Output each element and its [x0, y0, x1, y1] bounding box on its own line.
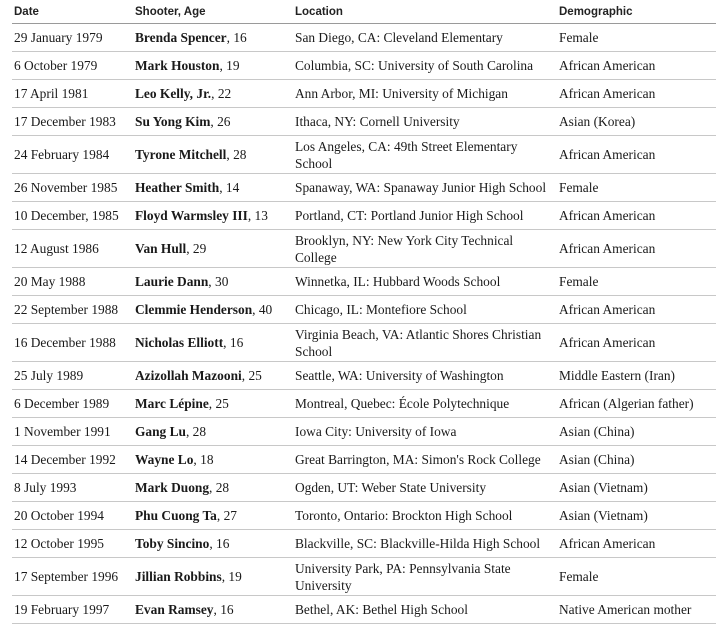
shooter-age: , 14 — [219, 180, 240, 195]
shooter-cell — [133, 268, 293, 296]
location-cell: Brooklyn, NY: New York City Technical College — [293, 230, 557, 268]
location-cell: Portland, CT: Portland Junior High School — [293, 202, 557, 230]
table-row — [12, 52, 716, 80]
shooter-cell — [133, 80, 293, 108]
header-demographic: Demographic — [557, 0, 716, 24]
demographic-cell: Asian (China) — [557, 418, 716, 446]
shooter-name: Tyrone Mitchell — [135, 147, 227, 162]
demographic-cell: African American — [557, 80, 716, 108]
shooter-cell — [133, 230, 293, 268]
shooter-name: Evan Ramsey — [135, 602, 214, 617]
shooter-name: Toby Sincino — [135, 536, 210, 551]
table-row — [12, 446, 716, 474]
shooter-name: Heather Smith — [135, 180, 220, 195]
location-cell: Winnetka, IL: Hubbard Woods School — [293, 268, 557, 296]
date-cell: 24 February 1984 — [12, 136, 133, 174]
shooter-name: Brenda Spencer — [135, 30, 227, 45]
shooter-age: , 28 — [209, 480, 230, 495]
shooter-cell — [133, 530, 293, 558]
demographic-cell: African American — [557, 230, 716, 268]
shooter-age: , 27 — [216, 508, 237, 523]
shooter-cell — [133, 108, 293, 136]
table-row — [12, 80, 716, 108]
location-cell: Montreal, Quebec: École Polytechnique — [293, 390, 557, 418]
location-cell: San Diego, CA: Cleveland Elementary — [293, 24, 557, 52]
shooter-age: , 13 — [247, 208, 268, 223]
date-cell: 6 October 1979 — [12, 52, 133, 80]
date-cell: 6 December 1989 — [12, 390, 133, 418]
location-cell: Iowa City: University of Iowa — [293, 418, 557, 446]
shooter-name: Azizollah Mazooni — [135, 368, 242, 383]
table-row — [12, 174, 716, 202]
table-row — [12, 390, 716, 418]
date-cell: 29 January 1979 — [12, 24, 133, 52]
location-cell: Ithaca, NY: Cornell University — [293, 108, 557, 136]
date-cell: 12 October 1995 — [12, 530, 133, 558]
date-cell: 26 November 1985 — [12, 174, 133, 202]
table-body — [12, 24, 716, 624]
shooter-cell — [133, 324, 293, 362]
table-row — [12, 268, 716, 296]
demographic-cell: African American — [557, 296, 716, 324]
date-cell: 17 April 1981 — [12, 80, 133, 108]
date-cell: 12 August 1986 — [12, 230, 133, 268]
shooter-name: Wayne Lo — [135, 452, 194, 467]
date-cell: 20 May 1988 — [12, 268, 133, 296]
shooter-cell — [133, 202, 293, 230]
shooter-cell — [133, 502, 293, 530]
demographic-cell: Asian (China) — [557, 446, 716, 474]
shooter-age: , 28 — [226, 147, 247, 162]
date-cell: 22 September 1988 — [12, 296, 133, 324]
shooter-name: Phu Cuong Ta — [135, 508, 217, 523]
demographic-cell: Middle Eastern (Iran) — [557, 362, 716, 390]
shooter-name: Laurie Dann — [135, 274, 209, 289]
shooter-name: Su Yong Kim — [135, 114, 211, 129]
table-row — [12, 202, 716, 230]
location-cell: Chicago, IL: Montefiore School — [293, 296, 557, 324]
shooter-age: , 25 — [241, 368, 262, 383]
table-row — [12, 474, 716, 502]
shooter-age: , 16 — [213, 602, 234, 617]
location-cell: Columbia, SC: University of South Carolina — [293, 52, 557, 80]
school-shootings-table — [12, 0, 716, 624]
demographic-cell: Asian (Vietnam) — [557, 502, 716, 530]
location-cell: Ann Arbor, MI: University of Michigan — [293, 80, 557, 108]
location-cell: Great Barrington, MA: Simon's Rock College — [293, 446, 557, 474]
shooter-name: Jillian Robbins — [135, 569, 222, 584]
shooter-cell — [133, 474, 293, 502]
header-shooter-age: Shooter, Age — [133, 0, 293, 24]
demographic-cell: Female — [557, 268, 716, 296]
table-row — [12, 530, 716, 558]
date-cell: 8 July 1993 — [12, 474, 133, 502]
demographic-cell: African American — [557, 52, 716, 80]
demographic-cell: African American — [557, 324, 716, 362]
shooter-cell — [133, 596, 293, 624]
shooter-age: , 29 — [186, 241, 207, 256]
table-row — [12, 596, 716, 624]
shooter-cell — [133, 24, 293, 52]
demographic-cell: Native American mother — [557, 596, 716, 624]
demographic-cell: African American — [557, 530, 716, 558]
location-cell: Virginia Beach, VA: Atlantic Shores Christian School — [293, 324, 557, 362]
shooter-cell — [133, 390, 293, 418]
shooter-age: , 25 — [208, 396, 229, 411]
shooter-cell — [133, 296, 293, 324]
location-cell: Toronto, Ontario: Brockton High School — [293, 502, 557, 530]
table-header-row — [12, 0, 716, 24]
location-cell: Los Angeles, CA: 49th Street Elementary School — [293, 136, 557, 174]
location-cell: Bethel, AK: Bethel High School — [293, 596, 557, 624]
demographic-cell: Asian (Korea) — [557, 108, 716, 136]
table-row — [12, 324, 716, 362]
table-row — [12, 362, 716, 390]
shooter-age: , 19 — [219, 58, 240, 73]
shooter-name: Gang Lu — [135, 424, 186, 439]
date-cell: 1 November 1991 — [12, 418, 133, 446]
date-cell: 10 December, 1985 — [12, 202, 133, 230]
header-date: Date — [12, 0, 133, 24]
demographic-cell: African (Algerian father) — [557, 390, 716, 418]
shooter-cell — [133, 174, 293, 202]
date-cell: 17 December 1983 — [12, 108, 133, 136]
shooter-cell — [133, 418, 293, 446]
shooter-age: , 26 — [210, 114, 231, 129]
shooter-cell — [133, 446, 293, 474]
shooter-name: Van Hull — [135, 241, 187, 256]
demographic-cell: Female — [557, 558, 716, 596]
table-row — [12, 24, 716, 52]
shooter-age: , 28 — [185, 424, 207, 439]
shooter-age: , 30 — [208, 274, 229, 289]
date-cell: 19 February 1997 — [12, 596, 133, 624]
location-cell: Seattle, WA: University of Washington — [293, 362, 557, 390]
table-row — [12, 418, 716, 446]
table-row — [12, 296, 716, 324]
location-cell: Blackville, SC: Blackville-Hilda High School — [293, 530, 557, 558]
shooter-age: , 22 — [211, 86, 232, 101]
shooter-name: Leo Kelly, Jr. — [135, 86, 212, 101]
shooter-cell — [133, 362, 293, 390]
date-cell: 14 December 1992 — [12, 446, 133, 474]
demographic-cell: Asian (Vietnam) — [557, 474, 716, 502]
shooter-name: Floyd Warmsley III — [135, 208, 248, 223]
demographic-cell: Female — [557, 174, 716, 202]
table-row — [12, 136, 716, 174]
date-cell: 25 July 1989 — [12, 362, 133, 390]
shooter-cell — [133, 52, 293, 80]
shooter-name: Mark Duong — [135, 480, 210, 495]
date-cell: 16 December 1988 — [12, 324, 133, 362]
header-location: Location — [293, 0, 557, 24]
shooter-age: , 40 — [252, 302, 273, 317]
shooter-age: , 19 — [221, 569, 242, 584]
shooter-name: Marc Lépine — [135, 396, 209, 411]
shooter-age: , 16 — [226, 30, 247, 45]
date-cell: 20 October 1994 — [12, 502, 133, 530]
table-row — [12, 230, 716, 268]
location-cell: Spanaway, WA: Spanaway Junior High School — [293, 174, 557, 202]
table-row — [12, 558, 716, 596]
shooter-name: Mark Houston — [135, 58, 220, 73]
date-cell: 17 September 1996 — [12, 558, 133, 596]
location-cell: Ogden, UT: Weber State University — [293, 474, 557, 502]
shooter-age: , 16 — [223, 335, 244, 350]
table-row — [12, 108, 716, 136]
demographic-cell: African American — [557, 136, 716, 174]
shooter-age: , 16 — [209, 536, 230, 551]
demographic-cell: African American — [557, 202, 716, 230]
shooter-cell — [133, 136, 293, 174]
demographic-cell: Female — [557, 24, 716, 52]
location-cell: University Park, PA: Pennsylvania State University — [293, 558, 557, 596]
table-row — [12, 502, 716, 530]
shooter-name: Nicholas Elliott — [135, 335, 224, 350]
shooter-cell — [133, 558, 293, 596]
shooter-name: Clemmie Henderson — [135, 302, 253, 317]
shooter-age: , 18 — [193, 452, 214, 467]
